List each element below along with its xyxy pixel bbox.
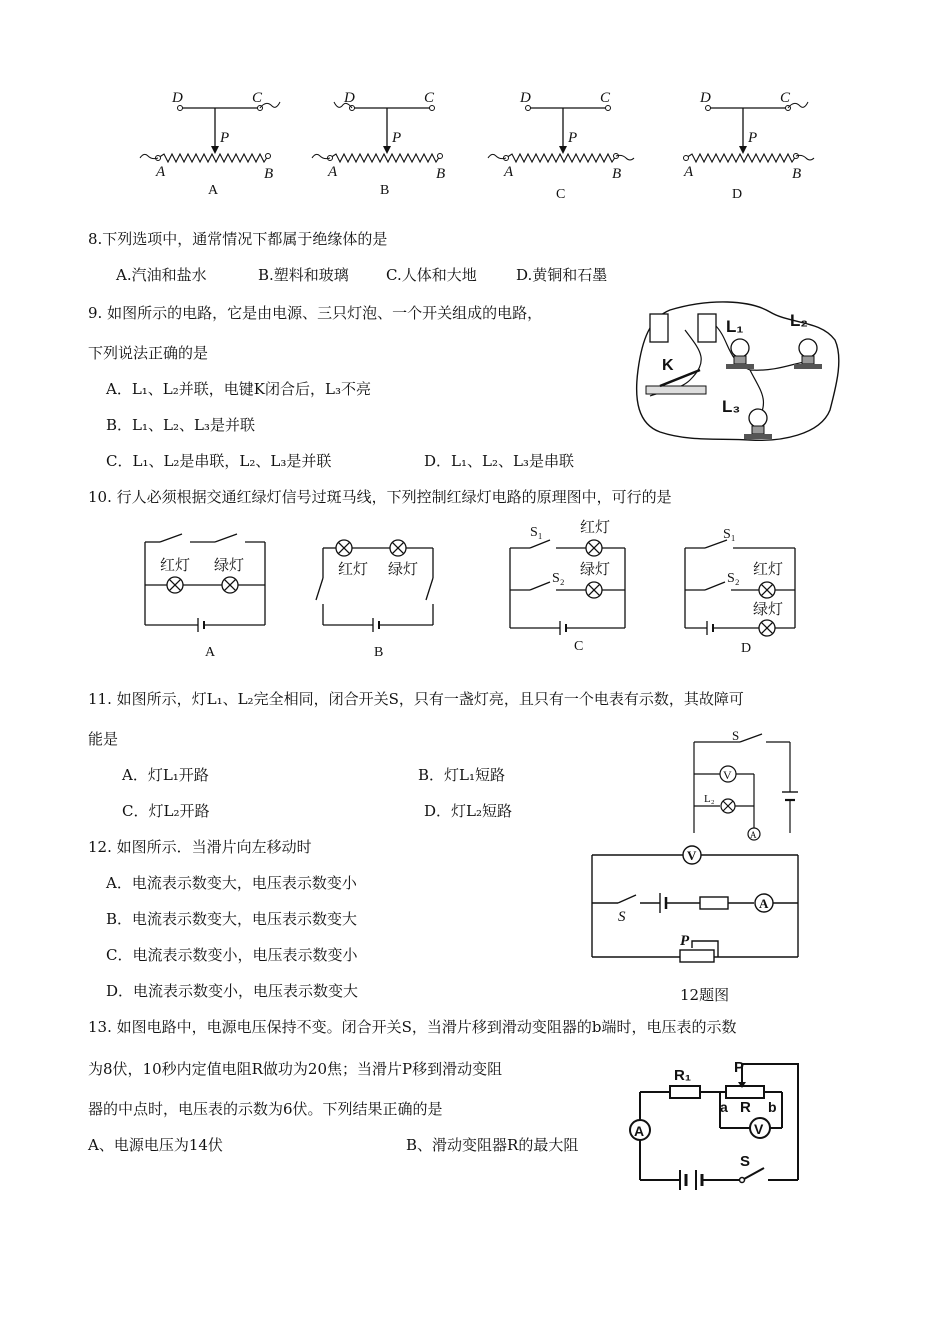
q13-line3: 器的中点时，电压表的示数为6伏。下列结果正确的是 — [88, 1100, 443, 1118]
green-lamp-label: 绿灯 — [388, 562, 419, 578]
red-lamp-label: 红灯 — [338, 562, 369, 578]
q9-option-a: A．L₁、L₂并联，电键K闭合后，L₃不亮 — [106, 380, 371, 398]
label-a: A — [684, 164, 694, 180]
q11-option-b: B．灯L₁短路 — [418, 766, 505, 784]
label-p: P — [220, 130, 230, 146]
label-a: A — [504, 164, 514, 180]
q11-circuit-figure — [690, 728, 805, 840]
q13-line2: 为8伏，10秒内定值电阻R做功为20焦；当滑片P移到滑动变阻 — [88, 1060, 503, 1078]
switch-s-label: S — [618, 909, 626, 925]
q9-stem-line1: 9. 如图所示的电路，它是由电源、三只灯泡、一个开关组成的电路， — [88, 304, 543, 322]
q13-option-b: B、滑动变阻器R的最大阻 — [406, 1136, 579, 1154]
q12-option-c: C．电流表示数变小，电压表示数变小 — [106, 946, 358, 964]
a-end-label: a — [720, 1099, 728, 1115]
q13-line1: 13. 如图电路中，电源电压保持不变。闭合开关S，当滑片移到滑动变阻器的b端时，电压表的示数 — [88, 1018, 737, 1036]
caption-b: B — [380, 183, 390, 198]
q9-option-b: B．L₁、L₂、L₃是并联 — [106, 416, 255, 434]
q12-stem: 12. 如图所示．当滑片向左移动时 — [88, 838, 312, 856]
l3-label: L₃ — [722, 397, 741, 416]
q10-circuit-figures — [130, 520, 830, 665]
r-label: R — [740, 1099, 751, 1116]
s1-label: S₁ — [530, 525, 543, 540]
red-lamp-label: 红灯 — [160, 558, 191, 574]
caption-d: D — [732, 187, 743, 202]
rheostat-figure-b — [312, 90, 445, 198]
circuit-a — [145, 534, 265, 660]
q11-option-a: A．灯L₁开路 — [122, 766, 209, 784]
rheostat-figure-c — [488, 90, 634, 202]
q9-circuit-figure — [630, 300, 845, 450]
switch-s-label: S — [732, 728, 740, 743]
bulb-l3 — [744, 409, 772, 439]
ammeter-label: A — [759, 896, 769, 911]
label-a: A — [156, 164, 166, 180]
q7-figures — [140, 90, 830, 210]
b-end-label: b — [768, 1099, 777, 1115]
q13-option-a: A、电源电压为14伏 — [88, 1136, 223, 1154]
caption-a: A — [208, 183, 219, 198]
voltmeter-label: V — [687, 848, 697, 863]
label-d: D — [520, 90, 531, 106]
q8-stem: 8.下列选项中，通常情况下都属于绝缘体的是 — [88, 230, 388, 248]
ammeter-label: A — [750, 830, 757, 840]
l1-label: L₁ — [726, 317, 744, 336]
green-lamp-label: 绿灯 — [214, 558, 245, 574]
q11-option-c: C．灯L₂开路 — [122, 802, 210, 820]
red-lamp-label: 红灯 — [580, 520, 611, 536]
ammeter-label: A — [634, 1123, 645, 1139]
switch-k-label: K — [662, 357, 674, 374]
label-a: A — [328, 164, 338, 180]
bulb-l2 — [794, 339, 822, 369]
slider-p-label: P — [680, 933, 690, 949]
q12-option-a: A．电流表示数变大，电压表示数变小 — [106, 874, 357, 892]
circuit-c — [510, 519, 625, 654]
red-lamp-label: 红灯 — [753, 562, 784, 578]
label-p: P — [568, 130, 578, 146]
label-b: B — [792, 166, 802, 182]
q9-stem-line2: 下列说法正确的是 — [88, 344, 209, 362]
q13-circuit-figure — [622, 1050, 807, 1190]
label-d: D — [700, 90, 711, 106]
label-c: C — [252, 90, 263, 106]
green-lamp-label: 绿灯 — [580, 562, 611, 578]
l2-label: L₂ — [790, 311, 808, 330]
l2-label: L₂ — [704, 793, 715, 805]
label-b: B — [612, 166, 622, 182]
q12-figure-caption: 12题图 — [680, 986, 730, 1004]
caption-a: A — [205, 645, 216, 660]
label-b: B — [264, 166, 274, 182]
caption-c: C — [574, 639, 584, 654]
q12-circuit-figure — [588, 845, 803, 970]
label-d: D — [172, 90, 183, 106]
label-p: P — [748, 130, 758, 146]
label-c: C — [600, 90, 611, 106]
caption-b: B — [374, 645, 384, 660]
q12-option-b: B．电流表示数变大，电压表示数变大 — [106, 910, 358, 928]
q10-stem: 10. 行人必须根据交通红绿灯信号过斑马线，下列控制红绿灯电路的原理图中，可行的是 — [88, 488, 672, 506]
label-d: D — [344, 90, 355, 106]
rheostat-figure-d — [683, 90, 814, 202]
q11-stem-line2: 能是 — [88, 730, 119, 748]
q8-option-c: C.人体和大地 — [386, 266, 477, 284]
q11-option-d: D．灯L₂短路 — [424, 802, 513, 820]
q8-option-a: A.汽油和盐水 — [116, 266, 207, 284]
r1-label: R₁ — [674, 1067, 692, 1084]
s2-label: S₂ — [552, 571, 565, 586]
s2-label: S₂ — [727, 571, 740, 586]
label-p: P — [392, 130, 402, 146]
s1-label: S₁ — [723, 527, 736, 542]
q9-option-d: D．L₁、L₂、L₃是串联 — [424, 452, 574, 470]
voltmeter-label: V — [754, 1121, 764, 1137]
q8-option-b: B.塑料和玻璃 — [258, 266, 349, 284]
q9-option-c: C．L₁、L₂是串联，L₂、L₃是并联 — [106, 452, 332, 470]
switch-s-label: S — [740, 1153, 751, 1170]
label-b: B — [436, 166, 446, 182]
q8-option-d: D.黄铜和石墨 — [516, 266, 608, 284]
bulb-l1 — [726, 339, 754, 369]
label-c: C — [780, 90, 791, 106]
rheostat-figure-a — [140, 90, 280, 198]
q11-stem-line1: 11. 如图所示，灯L₁、L₂完全相同，闭合开关S，只有一盏灯亮，且只有一个电表有示数，其故障可 — [88, 690, 744, 708]
caption-c: C — [556, 187, 566, 202]
voltmeter-label: V — [723, 768, 732, 782]
green-lamp-label: 绿灯 — [753, 602, 784, 618]
circuit-d — [685, 527, 795, 656]
q12-option-d: D．电流表示数变小，电压表示数变大 — [106, 982, 359, 1000]
circuit-b — [316, 540, 433, 660]
caption-d: D — [741, 641, 752, 656]
label-c: C — [424, 90, 435, 106]
p-label: P — [734, 1059, 745, 1076]
